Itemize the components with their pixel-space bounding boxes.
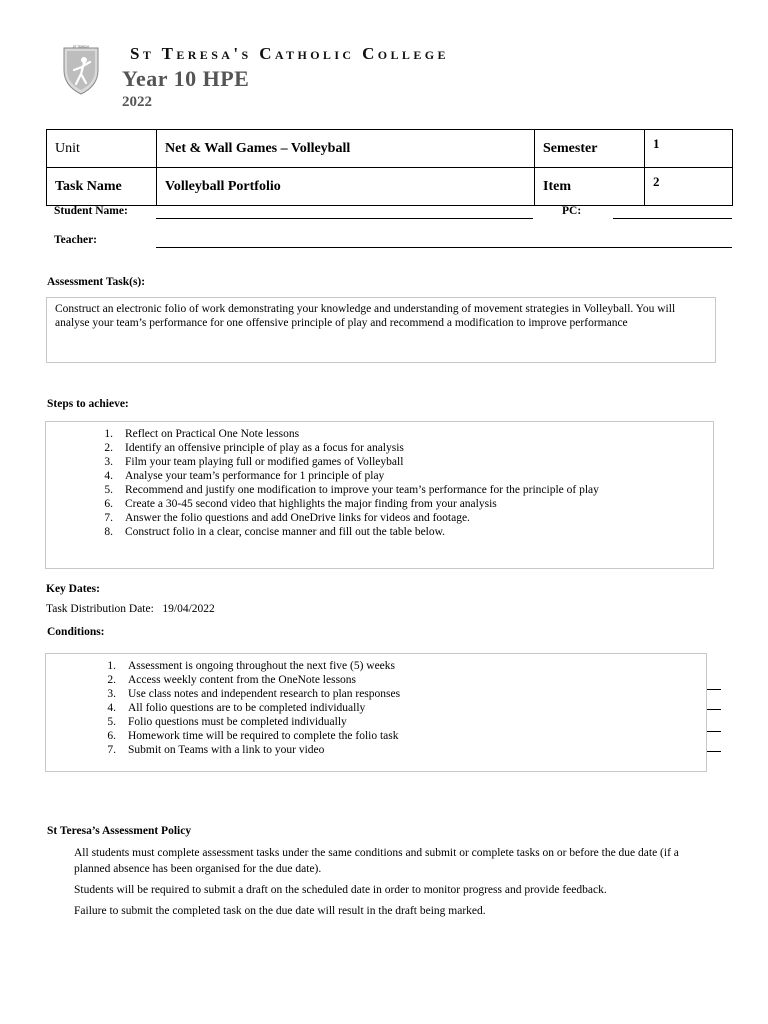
list-item: 4. All folio questions are to be completed individually xyxy=(107,702,366,714)
divider xyxy=(707,709,721,710)
task-name-value: Volleyball Portfolio xyxy=(157,168,535,206)
policy-title: St Teresa’s Assessment Policy xyxy=(47,825,192,837)
list-item: 6. Homework time will be required to complete the folio task xyxy=(107,730,399,742)
list-item: 5. Recommend and justify one modification to improve your team’s performance for the principle of play xyxy=(104,484,599,496)
college-name: St Teresa's Catholic College xyxy=(130,44,449,63)
list-item: 2. Identify an offensive principle of play as a focus for analysis xyxy=(104,442,404,454)
table-row xyxy=(47,130,733,168)
list-item: 8. Construct folio in a clear, concise manner and fill out the table below. xyxy=(104,526,446,538)
item-value: 2 xyxy=(645,168,733,206)
course-year: 2022 xyxy=(122,94,152,110)
semester-value: 1 xyxy=(645,130,733,168)
steps-box xyxy=(45,421,714,569)
list-item: 4. Analyse your team’s performance for 1 principle of play xyxy=(104,470,385,482)
list-item: 7. Answer the folio questions and add OneDrive links for videos and footage. xyxy=(104,512,470,524)
assessment-text: Construct an electronic folio of work demonstrating your knowledge and understanding of movement strategies in Volleyball. You will analyse your team’s performance for one offensive principle of play and recommend a modification to improve performance xyxy=(55,303,676,329)
teacher-field[interactable] xyxy=(156,247,732,248)
assessment-title: Assessment Task(s): xyxy=(47,276,146,288)
conditions-title: Conditions: xyxy=(47,626,105,638)
item-label: Item xyxy=(535,168,645,206)
policy-paragraph-1: All students must complete assessment tasks under the same conditions and submit or complete tasks on or before the due date (if a planned absence has been organised for the due date). xyxy=(74,847,679,875)
distribution-label: Task Distribution Date: xyxy=(46,603,154,615)
list-item: 1. Assessment is ongoing throughout the next five (5) weeks xyxy=(107,660,396,672)
table-row xyxy=(47,168,733,206)
conditions-list xyxy=(96,659,706,757)
policy-paragraph-2: Students will be required to submit a draft on the scheduled date in order to monitor progress and provide feedback. xyxy=(74,884,607,896)
divider xyxy=(707,689,721,690)
list-item: 3. Film your team playing full or modified games of Volleyball xyxy=(104,456,404,468)
list-item: 5. Folio questions must be completed individually xyxy=(107,716,347,728)
list-item: 1. Reflect on Practical One Note lessons xyxy=(104,428,300,440)
steps-title: Steps to achieve: xyxy=(47,398,129,410)
task-info-table xyxy=(46,129,733,206)
course-title: Year 10 HPE xyxy=(122,66,250,91)
pc-label: PC: xyxy=(562,205,582,217)
divider xyxy=(707,731,721,732)
divider xyxy=(707,751,721,752)
conditions-box xyxy=(45,653,707,772)
unit-label: Unit xyxy=(47,130,157,168)
pc-field[interactable] xyxy=(613,218,732,219)
distribution-date xyxy=(46,603,215,615)
assessment-box xyxy=(46,297,716,363)
list-item: 3. Use class notes and independent research to plan responses xyxy=(107,688,401,700)
task-name-label: Task Name xyxy=(47,168,157,206)
distribution-value: 19/04/2022 xyxy=(162,603,215,615)
policy-paragraph-3: Failure to submit the completed task on the due date will result in the draft being marked. xyxy=(74,905,486,917)
svg-text:ST TERESA: ST TERESA xyxy=(72,44,90,49)
student-name-field[interactable] xyxy=(156,218,533,219)
list-item: 2. Access weekly content from the OneNote lessons xyxy=(107,674,357,686)
list-item: 6. Create a 30-45 second video that highlights the major finding from your analysis xyxy=(104,498,497,510)
teacher-label: Teacher: xyxy=(54,234,98,246)
school-crest-icon xyxy=(62,44,100,96)
steps-list xyxy=(93,427,713,539)
key-dates-title: Key Dates: xyxy=(46,583,100,595)
student-name-label: Student Name: xyxy=(54,205,128,217)
list-item: 7. Submit on Teams with a link to your video xyxy=(107,744,325,756)
semester-label: Semester xyxy=(535,130,645,168)
unit-value: Net & Wall Games – Volleyball xyxy=(157,130,535,168)
